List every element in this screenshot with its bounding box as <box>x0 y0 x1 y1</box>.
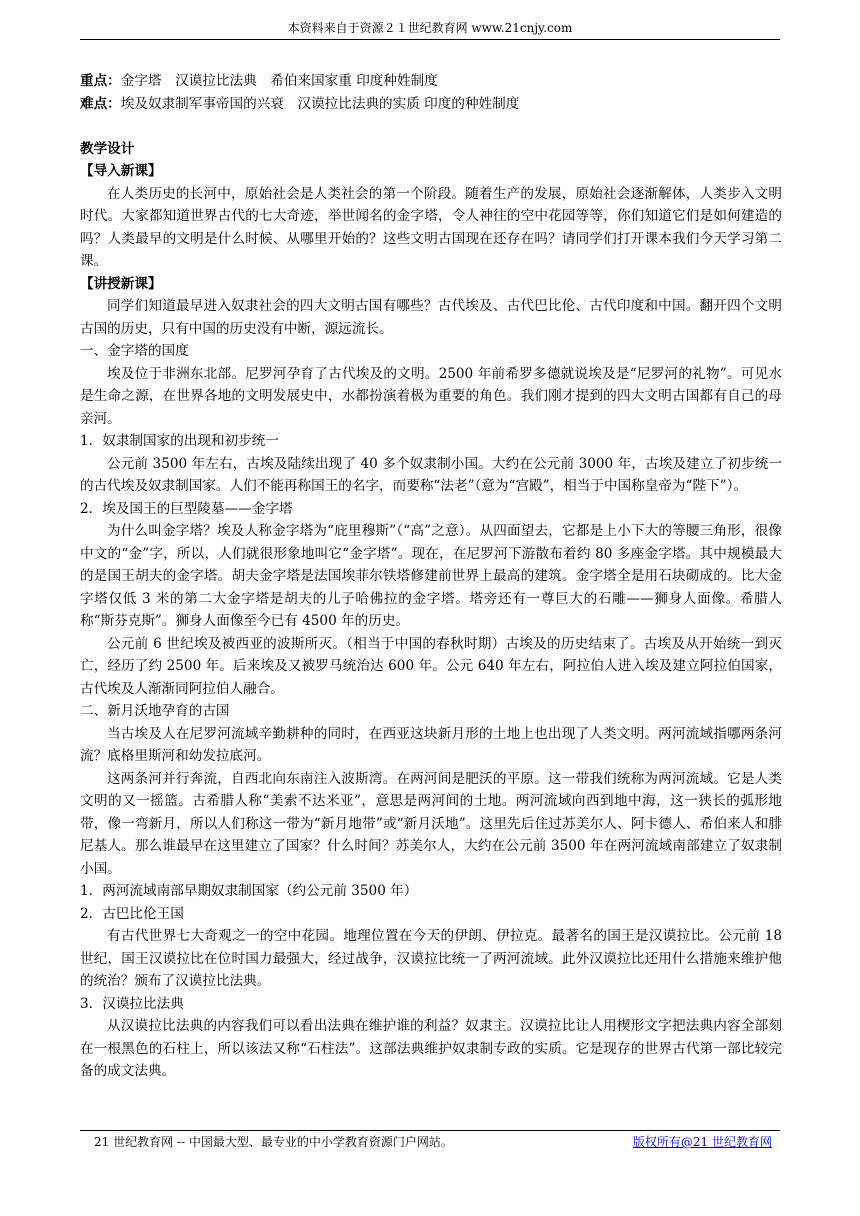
subsection-1-2-title: 2．埃及国王的巨型陵墓——金字塔 <box>80 500 293 517</box>
subsection-2-3-paragraph: 从汉谟拉比法典的内容我们可以看出法典在维护谁的利益？奴隶主。汉谟拉比让人用楔形文字把法典内容全部刻在一根黑色的石柱上，所以该法又称“石柱法”。这部法典维护奴隶制专政的实质。它是现存的世界古代第一部比较完备的成文法典。 <box>80 1018 782 1079</box>
subsection-1-1-title: 1．奴隶制国家的出现和初步统一 <box>80 433 279 449</box>
subsection-1-2-paragraph-2: 公元前 6 世纪埃及被西亚的波斯所灭。（相当于中国的春秋时期）古埃及的历史结束了。古埃及从开始统一到灭亡，经历了约 2500 年。后来埃及又被罗马统治达 600 年。公元 640 年左右，阿拉伯人进入埃及建立阿拉伯国家，古代埃及人渐渐同阿拉伯人融合。 <box>80 635 782 697</box>
lecture-heading: 【讲授新课】 <box>80 275 162 292</box>
difficulties-line <box>80 93 782 116</box>
key-points-label: 重点： <box>80 73 121 89</box>
section-1-paragraph: 埃及位于非洲东北部。尼罗河孕育了古代埃及的文明。2500 年前希罗多德就说埃及是“尼罗河的礼物”。可见水是生命之源，在世界各地的文明发展史中，水都扮演着极为重要的角色。我们刚才提到的四大文明古国都有自己的母亲河。 <box>80 365 782 427</box>
lecture-paragraph: 同学们知道最早进入奴隶社会的四大文明古国有哪些？古代埃及、古代巴比伦、古代印度和中国。翻开四个文明古国的历史，只有中国的历史没有中断，源远流长。 <box>80 298 782 337</box>
teaching-design-title: 教学设计 <box>80 140 135 157</box>
intro-heading: 【导入新课】 <box>80 163 162 179</box>
page-header: 本资料来自于资源２１世纪教育网 www.21cnjy.com <box>287 21 573 35</box>
subsection-2-3-title: 3．汉谟拉比法典 <box>80 995 184 1012</box>
subsection-1-1-paragraph: 公元前 3500 年左右，古埃及陆续出现了 40 多个奴隶制小国。大约在公元前 3000 年，古埃及建立了初步统一的古代埃及奴隶制国家。人们不能再称国王的名字，而要称“法老”（意为“宫殿”，相当于中国称皇帝为“陛下”）。 <box>80 455 782 494</box>
key-points-text: 金字塔 汉谟拉比法典 希伯来国家重 印度种姓制度 <box>120 73 438 89</box>
footer-copyright-link[interactable]: 版权所有@21 世纪教育网 <box>632 1135 772 1149</box>
subsection-2-2-title: 2．古巴比伦王国 <box>80 905 184 922</box>
spacer <box>80 115 782 138</box>
intro-paragraph: 在人类历史的长河中，原始社会是人类社会的第一个阶段。随着生产的发展，原始社会逐渐解体，人类步入文明时代。大家都知道世界古代的七大奇迹，举世闻名的金字塔，令人神往的空中花园等等，你们知道它们是如何建造的吗？人类最早的文明是什么时候、从哪里开始的？这些文明古国现在还存在吗？请同学们打开课本我们今天学习第二课。 <box>80 185 782 269</box>
header-divider <box>80 39 780 40</box>
section-2-title: 二、新月沃地孕育的古国 <box>80 703 230 719</box>
section-1-title: 一、金字塔的国度 <box>80 343 189 359</box>
footer-divider <box>80 1130 780 1131</box>
subsection-1-2-paragraph: 为什么叫金字塔？埃及人称金字塔为“庇里穆斯”（“高”之意）。从四面望去，它都是上小下大的等腰三角形，很像中文的“金”字，所以，人们就很形象地叫它“金字塔”。现在，在尼罗河下游散布着约 80 多座金字塔。其中规模最大的是国王胡夫的金字塔。胡夫金字塔是法国埃菲尔铁塔修建前世界上最高的建筑。金字塔全是用石块砌成的。比大金字塔仅低 3 米的第二大金字塔是胡夫的儿子哈佛拉的金字塔。塔旁还有一尊巨大的石雕——狮身人面像。希腊人称“斯芬克斯”。狮身人面像至今已有 4500 年的历史。 <box>80 523 782 629</box>
section-2-paragraph-1: 当古埃及人在尼罗河流域辛勤耕种的同时，在西亚这块新月形的土地上也出现了人类文明。两河流域指哪两条河流？底格里斯河和幼发拉底河。 <box>80 725 782 764</box>
subsection-2-2-paragraph: 有古代世界七大奇观之一的空中花园。地理位置在今天的伊朗、伊拉克。最著名的国王是汉谟拉比。公元前 18 世纪，国王汉谟拉比在位时国力最强大，经过战争，汉谟拉比统一了两河流域。此外汉谟拉比还用什么措施来维护他的统治？颁布了汉谟拉比法典。 <box>80 928 782 989</box>
section-2-paragraph-2: 这两条河并行奔流，自西北向东南注入波斯湾。在两河间是肥沃的平原。这一带我们统称为两河流域。它是人类文明的又一摇篮。古希腊人称“美索不达米亚”，意思是两河间的土地。两河流域向西到地中海，这一狭长的弧形地带，像一弯新月，所以人们称这一带为“新月地带”或“新月沃地”。这里先后住过苏美尔人、阿卡德人、希伯来人和腓尼基人。那么谁最早在这里建立了国家？什么时间？苏美尔人，大约在公元前 3500 年在两河流域南部建立了奴隶制小国。 <box>80 770 782 877</box>
difficulties-text: 埃及奴隶制军事帝国的兴衰 汉谟拉比法典的实质 印度的种姓制度 <box>120 95 520 112</box>
document-body <box>80 70 782 1083</box>
subsection-2-1-title: 1．两河流域南部早期奴隶制国家（约公元前 3500 年） <box>80 883 418 899</box>
difficulties-label: 难点： <box>80 95 121 112</box>
key-points-line <box>80 70 782 93</box>
footer-site-text: 21 世纪教育网 -- 中国最大型、最专业的中小学教育资源门户网站。 <box>94 1135 453 1149</box>
